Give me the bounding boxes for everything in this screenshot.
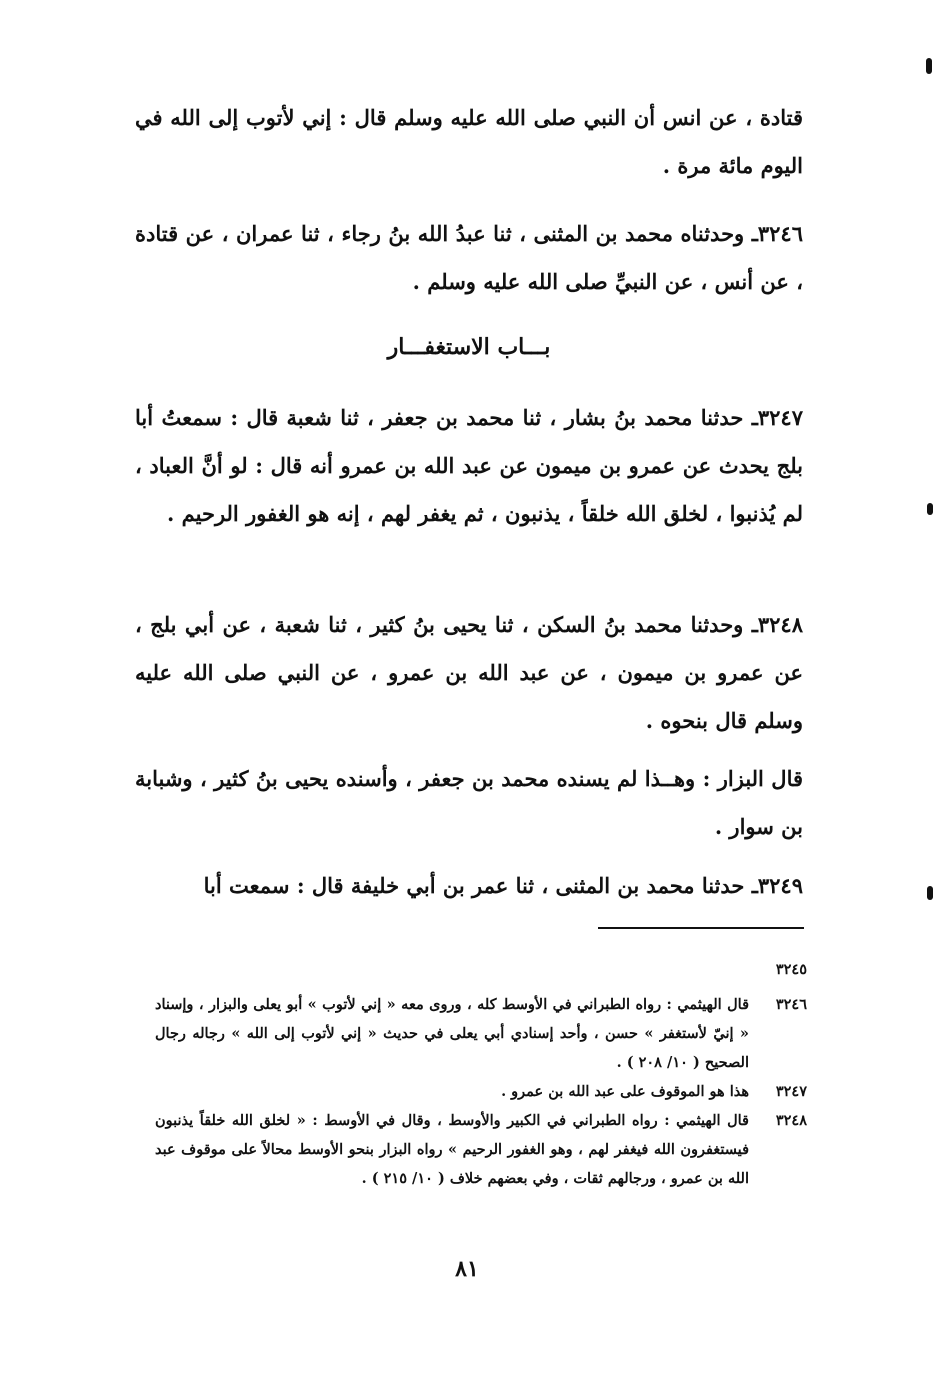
footnote-3248 bbox=[155, 1106, 807, 1193]
section-heading: بـــاب الاستغفـــار bbox=[387, 334, 551, 360]
footnote-text bbox=[155, 955, 749, 984]
paragraph-3-text: ـ حدثنا محمد بنُ بشار ، ثنا محمد بن جعفر ، ثنا شعبة قال : سمعتُ أبا بلج يحدث عن عمرو بن ميمون عن عبد الله بن عمرو أنه قال : لو أنَّ العباد ، لم يُذنبوا ، لخلق الله خلقاً ، يذنبون ، ثم يغفر لهم ، إنه هو الغفور الرحيم . bbox=[135, 405, 803, 526]
paragraph-6 bbox=[135, 862, 803, 910]
footnote-number: ٣٢٤٥ bbox=[775, 961, 807, 978]
footnote-text: هذا هو الموقوف على عبد الله بن عمرو . bbox=[501, 1083, 749, 1100]
page-number: ٨١ bbox=[455, 1256, 479, 1282]
paragraph-2 bbox=[135, 210, 803, 306]
paragraph-4 bbox=[135, 601, 803, 745]
paragraph-5 bbox=[135, 755, 803, 851]
footnote-text: قال الهيثمي : رواه الطبراني في الأوسط كله ، وروى معه « إني لأتوب » أبو يعلى والبزار ، وإسناد « إنيّ لأستغفر » حسن ، وأحد إسنادي أبي يعلى في حديث « إني لأتوب إلى الله » رجاله رجال الصحيح ( ١٠/ ٢٠٨ ) . bbox=[155, 996, 749, 1071]
footnote-number: ٣٢٤٧ bbox=[775, 1083, 807, 1100]
footnote-text: قال الهيثمي : رواه الطبراني في الكبير والأوسط ، وقال في الأوسط : « لخلق الله خلقاً يذنبون فيستغفرون الله فيغفر لهم ، وهو الغفور الرحيم » رواه البزار بنحو الأوسط محالاً على موقوف عبد الله بن عمرو ، ورجالهم ثقات ، وفي بعضهم خلاف ( ١٠/ ٢١٥ ) . bbox=[155, 1112, 749, 1187]
hadith-number-3247: ٣٢٤٧ bbox=[757, 405, 803, 430]
hadith-number-3248: ٣٢٤٨ bbox=[757, 612, 803, 637]
paragraph-1-text: قتادة ، عن انس أن النبي صلى الله عليه وسلم قال : إني لأتوب إلى الله في اليوم مائة مرة . bbox=[135, 105, 803, 178]
footnote-separator bbox=[598, 927, 804, 929]
paragraph-2-text: ـ وحدثناه محمد بن المثنى ، ثنا عبدُ الله بنُ رجاء ، ثنا عمران ، عن قتادة ، عن أنس ، عن النبيِّ صلى الله عليه وسلم . bbox=[135, 221, 803, 294]
paragraph-4-text: ـ وحدثنا محمد بنُ السكن ، ثنا يحيى بنُ كثير ، ثنا شعبة ، عن أبي بلج ، عن عمرو بن ميمون ، عن عبد الله بن عمرو ، عن النبي صلى الله عليه وسلم قال بنحوه . bbox=[135, 612, 803, 733]
footnote-number: ٣٢٤٦ bbox=[775, 996, 807, 1013]
footnote-3245 bbox=[155, 955, 807, 984]
hadith-number-3246: ٣٢٤٦ bbox=[757, 221, 803, 246]
scan-edge-mark bbox=[927, 886, 933, 900]
paragraph-5-text: قال البزار : وهــذا لم يسنده محمد بن جعفر ، وأسنده يحيى بنُ كثير ، وشبابة بن سوار . bbox=[135, 766, 803, 839]
paragraph-3 bbox=[135, 394, 803, 538]
paragraph-1 bbox=[135, 94, 803, 190]
paragraph-6-text: ـ حدثنا محمد بن المثنى ، ثنا عمر بن أبي خليفة قال : سمعت أبا bbox=[203, 873, 758, 898]
footnote-3247 bbox=[155, 1077, 807, 1106]
footnote-3246 bbox=[155, 990, 807, 1077]
footnotes bbox=[155, 955, 807, 1193]
scan-edge-mark bbox=[926, 58, 932, 74]
scan-edge-mark bbox=[927, 503, 933, 515]
footnote-number: ٣٢٤٨ bbox=[775, 1112, 807, 1129]
hadith-number-3249: ٣٢٤٩ bbox=[757, 873, 803, 898]
